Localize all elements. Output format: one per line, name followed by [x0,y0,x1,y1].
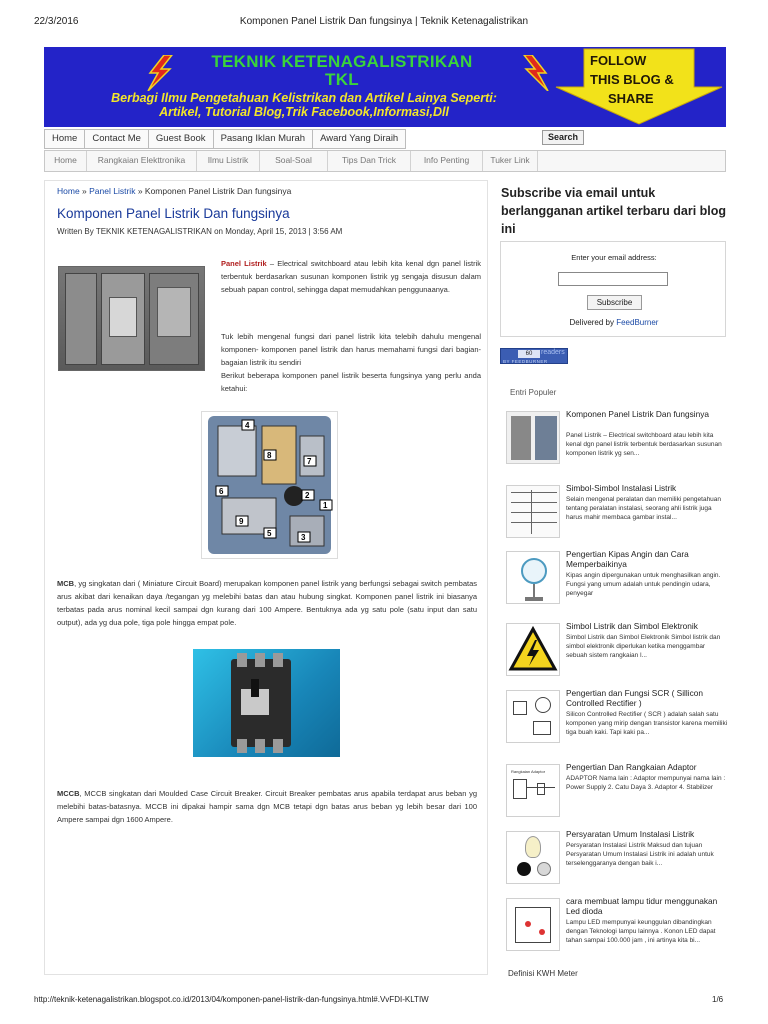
popular-post-snippet: Panel Listrik – Electrical switchboard atau lebih kita kenal dgn panel listrik terbentuk berdasarkan susunan komponen listrik yg sen... [566,432,722,457]
main-nav-info[interactable]: Info Penting [411,151,483,171]
paragraph-3: Berikut beberapa komponen panel listrik beserta fungsinya yang perlu anda ketahui: [221,371,481,393]
mccb-text: , MCCB singkatan dari Moulded Case Circuit Breaker. Circuit Breaker pembatas arus apabila terdapat arus beban yg melebihi batas-batasnya. MCCB ini dipakai hampir sama dgn MCB tetapi dgn batas arus beban yg lebih besar dari 100 Ampere sampai dgn 1600 Ampere. [57,789,477,824]
electric-warning-icon [507,624,559,675]
popular-post-title[interactable]: Pengertian dan Fungsi SCR ( Sillicon Controlled Rectifier ) [566,688,703,708]
print-date: 22/3/2016 [34,16,79,27]
mccb-photo [193,649,340,757]
mcb-callout: 6 [219,487,224,496]
print-page-number: 1/6 [712,995,724,1004]
mcb-diagram [202,412,337,558]
search-button[interactable]: Search [542,130,584,145]
readers-count: 60 [518,350,540,358]
popular-post-title[interactable]: Pengertian Kipas Angin dan Cara Memperbaikinya [566,549,689,569]
breadcrumb-current: Komponen Panel Listrik Dan fungsinya [144,186,292,196]
banner-subtitle-line-2: Artikel, Tutorial Blog,Trik Facebook,Informasi,Dll [159,105,449,119]
email-label: Enter your email address: [571,253,657,262]
mcb-callout: 1 [323,501,328,510]
popular-post-last[interactable]: Definisi KWH Meter [508,969,578,978]
blog-post [44,180,488,975]
email-subscribe-box [500,241,726,337]
popular-post-snippet: Silicon Controlled Rectifier ( SCR ) adalah salah satu komponen yang mirip dengan transistor karena memiliki tiga buah kaki. Tapi kaki pa... [566,711,728,736]
top-nav-pasang-iklan[interactable]: Pasang Iklan Murah [213,129,314,149]
mccb-paragraph [57,787,477,826]
main-nav-home[interactable]: Home [45,151,87,171]
top-nav-award[interactable]: Award Yang Diraih [312,129,406,149]
post-byline: Written By TEKNIK KETENAGALISTRIKAN on Monday, April 15, 2013 | 3:56 AM [57,227,343,236]
popular-post-snippet: Persyaratan Instalasi Listrik Maksud dan tujuan Persyaratan Umum Instalasi Listrik ini adalah untuk terselenggaranya dengan baik i... [566,842,714,867]
email-input[interactable] [558,272,668,286]
lamp-thumb [506,831,560,884]
lightning-bolt-icon [522,55,552,91]
blog-banner[interactable] [44,47,726,127]
popular-post-snippet: Lampu LED mempunyai keunggulan dibandingkan dengan Teknologi lampu lainnya . Konon LED dapat tahan sampai 100.000 jam , ini artinya kita bi... [566,919,716,944]
mcb-paragraph [57,577,477,629]
popular-post-snippet: Selain mengenal peralatan dan memiliki pengetahuan tentang peralatan instalasi, seorang ahli listrik juga harus mahir membaca gambar instal... [566,496,722,521]
mcb-text: , yg singkatan dari ( Miniature Circuit Board) merupakan komponen panel listrik yang berfungsi sebagai switch pembatas arus akibat dari kenaikan daya /tegangan yg melebihi batas dan atau hubung singkat. Komponen panel listrik ini biasanya terbatas pada arus nominal kecil sampai dgn kurang dari 100 Ampere. Bentuknya ada yg satu pole (satu input dan satu output), ada yg dua pole, tiga pole hingga empat pole. [57,579,477,627]
main-nav-ilmu-listrik[interactable]: Ilmu Listrik [197,151,260,171]
banner-subtitle [44,91,564,119]
breadcrumb-separator: » [79,186,90,196]
print-page-title: Komponen Panel Listrik Dan fungsinya | Teknik Ketenagalistrikan [239,16,529,27]
popular-post-title[interactable]: Komponen Panel Listrik Dan fungsinya [566,409,709,419]
follow-this-blog-badge[interactable] [552,47,724,125]
top-nav-home[interactable]: Home [44,129,85,149]
diagram-thumb [506,485,560,538]
lightning-bolt-icon [144,55,174,91]
mcb-callout: 3 [301,533,306,542]
main-nav-tuker-link[interactable]: Tuker Link [483,151,538,171]
popular-posts-heading: Entri Populer [510,388,557,397]
mcb-callout: 7 [307,457,312,466]
main-nav-rangkaian[interactable]: Rangkaian Elekttronika [87,151,197,171]
banner-subtitle-line-1: Berbagi Ilmu Pengetahuan Kelistrikan dan Artikel Lainya Seperti: [111,91,497,105]
delivered-by-text: Delivered by [569,318,617,327]
print-url: http://teknik-ketenagalistrikan.blogspot.co.id/2013/04/komponen-panel-listrik-dan-fungsinya.html#.VvFDI-KLTIW [34,995,429,1004]
feedburner-readers-badge[interactable] [500,348,568,364]
top-nav-contact[interactable]: Contact Me [84,129,149,149]
follow-line-2: THIS BLOG & [590,72,674,87]
badge-by: BY FEEDBURNER [503,359,548,364]
follow-text [590,51,690,108]
mcb-callout: 4 [245,421,250,430]
mcb-callout: 9 [239,517,244,526]
main-nav-soal[interactable]: Soal-Soal [260,151,328,171]
popular-post-title[interactable]: Persyaratan Umum Instalasi Listrik [566,829,695,839]
follow-line-1: FOLLOW [590,53,647,68]
top-nav-guest-book[interactable]: Guest Book [148,129,214,149]
delivered-by [501,318,727,327]
main-nav [44,150,726,172]
print-header [0,16,768,30]
panel-listrik-photo [58,266,205,371]
mcb-callout: 5 [267,529,272,538]
fan-thumb [506,551,560,604]
adaptor-thumb: Rangkaian Adaptor [506,764,560,817]
main-nav-tips[interactable]: Tips Dan Trick [328,151,411,171]
scr-thumb [506,690,560,743]
subscribe-button[interactable]: Subscribe [587,295,642,310]
readers-label: readers [541,349,565,356]
popular-post-snippet: ADAPTOR Nama lain : Adaptor mempunyai nama lain : Power Supply 2. Catu Daya 3. Adaptor 4. Stabilizer [566,775,726,791]
banner-title: TEKNIK KETENAGALISTRIKAN TKL [211,52,473,89]
intro-text: – Electrical switchboard atau lebih kita kenal dgn panel listrik terbentuk berdasarkan susunan komponen listrik yg sengaja disusun dalam sebuah papan control, sehingga dapat memudahkan penggunaanya. [221,259,481,294]
top-nav [44,129,534,149]
popular-post-title[interactable]: Simbol Listrik dan Simbol Elektronik [566,621,698,631]
breadcrumb-category[interactable]: Panel Listrik [89,186,136,196]
intro-paragraph [221,257,481,296]
follow-line-3: SHARE [608,91,654,106]
popular-post-title[interactable]: cara membuat lampu tidur menggunakan Led dioda [566,896,718,916]
breadcrumb-separator: » [135,186,145,196]
post-title[interactable]: Komponen Panel Listrik Dan fungsinya [57,206,290,221]
mcb-cutaway-image [201,411,338,559]
breadcrumb-home[interactable]: Home [57,186,80,196]
feedburner-link[interactable]: FeedBurner [616,318,659,327]
breadcrumb [57,186,291,196]
paragraph-2: Tuk lebih mengenal fungsi dari panel listrik kita telebih dahulu mengenal komponen- komponen panel listrik dan harus memahami fungsi dari bagian-bagaian listrik itu sendiri [221,332,481,367]
warning-thumb [506,623,560,676]
panel-listrik-term: Panel Listrik [221,259,267,268]
led-thumb [506,898,560,951]
popular-post-snippet: Simbol Listrik dan Simbol Elektronik Simbol listrik dan simbol elektronik diperlukan ketika menggambar sebuah sistem rangkaian l... [566,634,721,659]
subscribe-title: Subscribe via email untuk berlangganan artikel terbaru dari blog ini [501,186,727,236]
popular-post-title[interactable]: Simbol-Simbol Instalasi Listrik [566,483,677,493]
mcb-callout: 2 [305,491,310,500]
mcb-term: MCB [57,579,75,588]
mcb-callout: 8 [267,451,272,460]
mccb-device [193,649,340,757]
panel-thumb [506,411,560,464]
popular-post-snippet: Kipas angin dipergunakan untuk menghasilkan angin. Fungsi yang umum adalah untuk pendingin udara, penyegar [566,572,721,597]
popular-post-title[interactable]: Pengertian Dan Rangkaian Adaptor [566,762,697,772]
mccb-term: MCCB [57,789,80,798]
